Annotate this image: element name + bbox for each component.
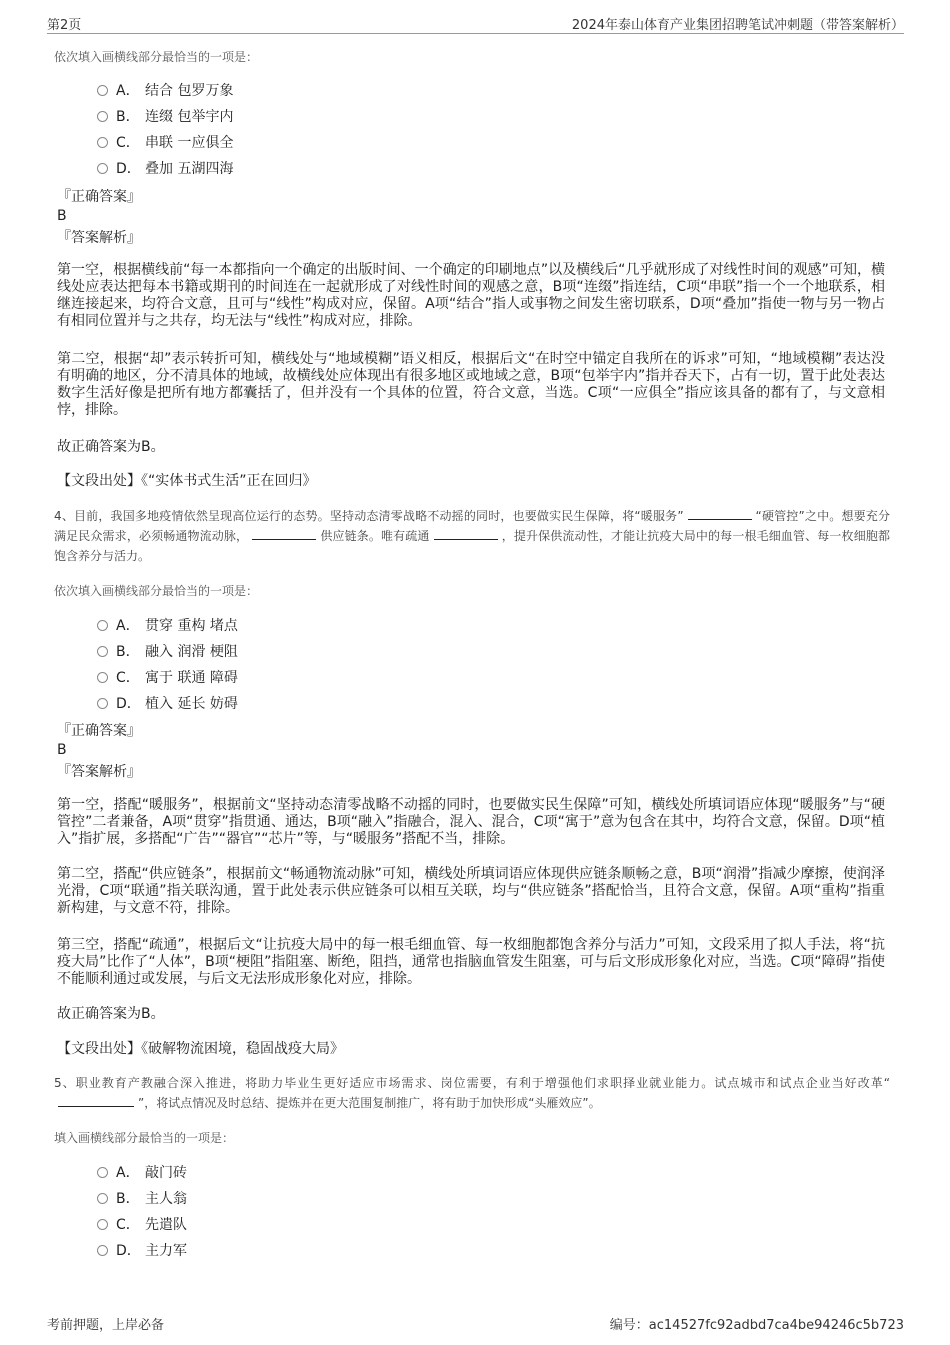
q4-answer: B	[57, 742, 67, 758]
option-letter: D．	[116, 696, 141, 712]
q4-answer-label: 『正确答案』	[57, 723, 141, 739]
option-text: 结合 包罗万象	[145, 83, 234, 99]
option-letter: A．	[116, 1165, 140, 1181]
option-letter: B．	[116, 1191, 140, 1207]
q4-analysis-label: 『答案解析』	[57, 764, 141, 780]
option-letter: C．	[116, 670, 140, 686]
radio-icon[interactable]	[97, 672, 108, 683]
radio-icon[interactable]	[97, 698, 108, 709]
blank[interactable]	[434, 527, 498, 540]
q4-option-a[interactable]	[97, 616, 238, 636]
option-text: 先遣队	[145, 1217, 187, 1233]
radio-icon[interactable]	[97, 1245, 108, 1256]
radio-icon[interactable]	[97, 85, 108, 96]
radio-icon[interactable]	[97, 1167, 108, 1178]
q5-prompt: 填入画横线部分最恰当的一项是：	[54, 1131, 235, 1145]
document-title: 2024年泰山体育产业集团招聘笔试冲刺题（带答案解析）	[571, 18, 904, 33]
q4-option-d[interactable]	[97, 694, 238, 714]
q3-option-b[interactable]	[97, 107, 233, 127]
q4-prompt: 依次填入画横线部分最恰当的一项是：	[54, 584, 259, 598]
option-letter: A．	[116, 83, 140, 99]
q5-option-a[interactable]	[97, 1163, 187, 1183]
q3-answer: B	[57, 208, 67, 224]
q3-option-c[interactable]	[97, 133, 233, 153]
q4-analysis-paragraph: 第一空，搭配“暖服务”，根据前文“坚持动态清零战略不动摇的同时，也要做实民生保障”可知，横线处所填词语应体现“暖服务”与“硬管控”二者兼备，A项“贯穿”指贯通、通达，B项“融入”指融合，混入、混合，C项“寓于”意为包含在其中，均符合文意，保留。D项“植入”指扩展，多搭配“广告”“器官”“芯片”等，与“暖服务”搭配不当，排除。	[57, 797, 885, 847]
q5-option-d[interactable]	[97, 1241, 187, 1261]
q5-stem: 5、职业教育产教融合深入推进，将助力毕业生更好适应市场需求、岗位需要，有利于增强他们求职择业就业能力。试点城市和试点企业当好改革“”，将试点情况及时总结、提炼并在更大范围复制推广，将有助于加快形成“头雁效应”。	[54, 1076, 891, 1110]
option-text: 主力军	[145, 1243, 187, 1259]
q3-conclusion: 故正确答案为B。	[57, 439, 165, 455]
radio-icon[interactable]	[97, 137, 108, 148]
option-letter: C．	[116, 1217, 140, 1233]
page-number: 第2页	[47, 18, 82, 33]
option-letter: D．	[116, 161, 141, 177]
q4-option-b[interactable]	[97, 642, 238, 662]
option-text: 寓于 联通 障碍	[145, 670, 238, 686]
option-text: 叠加 五湖四海	[145, 161, 234, 177]
radio-icon[interactable]	[97, 1219, 108, 1230]
option-text: 贯穿 重构 堵点	[145, 618, 238, 634]
q3-option-d[interactable]	[97, 159, 233, 179]
q4-conclusion: 故正确答案为B。	[57, 1006, 165, 1022]
footer-slogan: 考前押题，上岸必备	[47, 1318, 165, 1333]
blank[interactable]	[252, 527, 316, 540]
q3-answer-label: 『正确答案』	[57, 189, 141, 205]
option-letter: D．	[116, 1243, 141, 1259]
q3-option-a[interactable]	[97, 81, 233, 101]
q3-prompt: 依次填入画横线部分最恰当的一项是：	[54, 50, 259, 64]
radio-icon[interactable]	[97, 646, 108, 657]
q3-analysis-label: 『答案解析』	[57, 230, 141, 246]
footer-code	[610, 1314, 904, 1333]
blank[interactable]	[688, 507, 752, 520]
radio-icon[interactable]	[97, 1193, 108, 1204]
radio-icon[interactable]	[97, 111, 108, 122]
option-letter: B．	[116, 644, 140, 660]
q3-source: 【文段出处】《“实体书式生活”正在回归》	[57, 473, 317, 489]
option-text: 融入 润滑 梗阻	[145, 644, 238, 660]
q4-analysis-paragraph: 第三空，搭配“疏通”，根据后文“让抗疫大局中的每一根毛细血管、每一枚细胞都饱含养分与活力”可知，文段采用了拟人手法，将“抗疫大局”比作了“人体”，B项“梗阻”指阻塞、断绝，阻挡，通常也指脑血管发生阻塞，可与后文形成形象化对应，当选。C项“障碍”指使不能顺利通过或发展，与后文无法形成形象化对应，排除。	[57, 937, 885, 987]
option-letter: B．	[116, 109, 140, 125]
q3-analysis-paragraph: 第二空，根据“却”表示转折可知，横线处与“地域模糊”语义相反，根据后文“在时空中锚定自我所在的诉求”可知，“地域模糊”表达没有明确的地区，分不清具体的地域，故横线处应体现出有很多地区或地域之意，B项“包举宇内”指并吞天下，占有一切，置于此处表达数字生活好像是把所有地方都囊括了，但并没有一个具体的位置，符合文意，当选。C项“一应俱全”指应该具备的都有了，与文意相悖，排除。	[57, 351, 885, 418]
option-text: 敲门砖	[145, 1165, 187, 1181]
option-text: 植入 延长 妨碍	[145, 696, 238, 712]
q4-analysis-paragraph: 第二空，搭配“供应链条”，根据前文“畅通物流动脉”可知，横线处所填词语应体现供应链条顺畅之意，B项“润滑”指减少摩擦，使润泽光滑，C项“联通”指关联沟通，置于此处表示供应链条可以相互关联，均与“供应链条”搭配恰当，且符合文意，保留。A项“重构”指重新构建，与文意不符，排除。	[57, 866, 885, 916]
q5-option-b[interactable]	[97, 1189, 187, 1209]
option-text: 连缀 包举宇内	[145, 109, 234, 125]
radio-icon[interactable]	[97, 620, 108, 631]
header-divider	[47, 33, 904, 34]
option-letter: C．	[116, 135, 140, 151]
q3-analysis-paragraph: 第一空，根据横线前“每一本都指向一个确定的出版时间、一个确定的印刷地点”以及横线后“几乎就形成了对线性时间的观感”可知，横线处应表达把每本书籍或期刊的时间连在一起就形成了对线性时间的观感之意，B项“连缀”指连结，C项“串联”指一个一个地联系，相继连接起来，均符合文意，且可与“线性”构成对应，保留。A项“结合”指人或事物之间发生密切联系，D项“叠加”指使一物与另一物占有相同位置并与之共存，均无法与“线性”构成对应，排除。	[57, 262, 885, 329]
option-text: 主人翁	[145, 1191, 187, 1207]
option-text: 串联 一应俱全	[145, 135, 234, 151]
code-value: ac14527fc92adbd7ca4be94246c5b723	[648, 1318, 904, 1333]
q4-stem: 4、目前，我国多地疫情依然呈现高位运行的态势。坚持动态清零战略不动摇的同时，也要做实民生保障，将“暖服务” “硬管控”之中。想要充分满足民众需求，必须畅通物流动脉， 供应链条。唯有疏通 ，提升保供流动性，才能让抗疫大局中的每一根毛细血管、每一枚细胞都饱含养分与活力。	[54, 509, 890, 563]
radio-icon[interactable]	[97, 163, 108, 174]
option-letter: A．	[116, 618, 140, 634]
q4-option-c[interactable]	[97, 668, 238, 688]
q5-option-c[interactable]	[97, 1215, 187, 1235]
q4-source: 【文段出处】《破解物流困境，稳固战疫大局》	[57, 1041, 344, 1057]
code-label: 编号：	[609, 1318, 649, 1333]
blank[interactable]	[58, 1094, 134, 1107]
